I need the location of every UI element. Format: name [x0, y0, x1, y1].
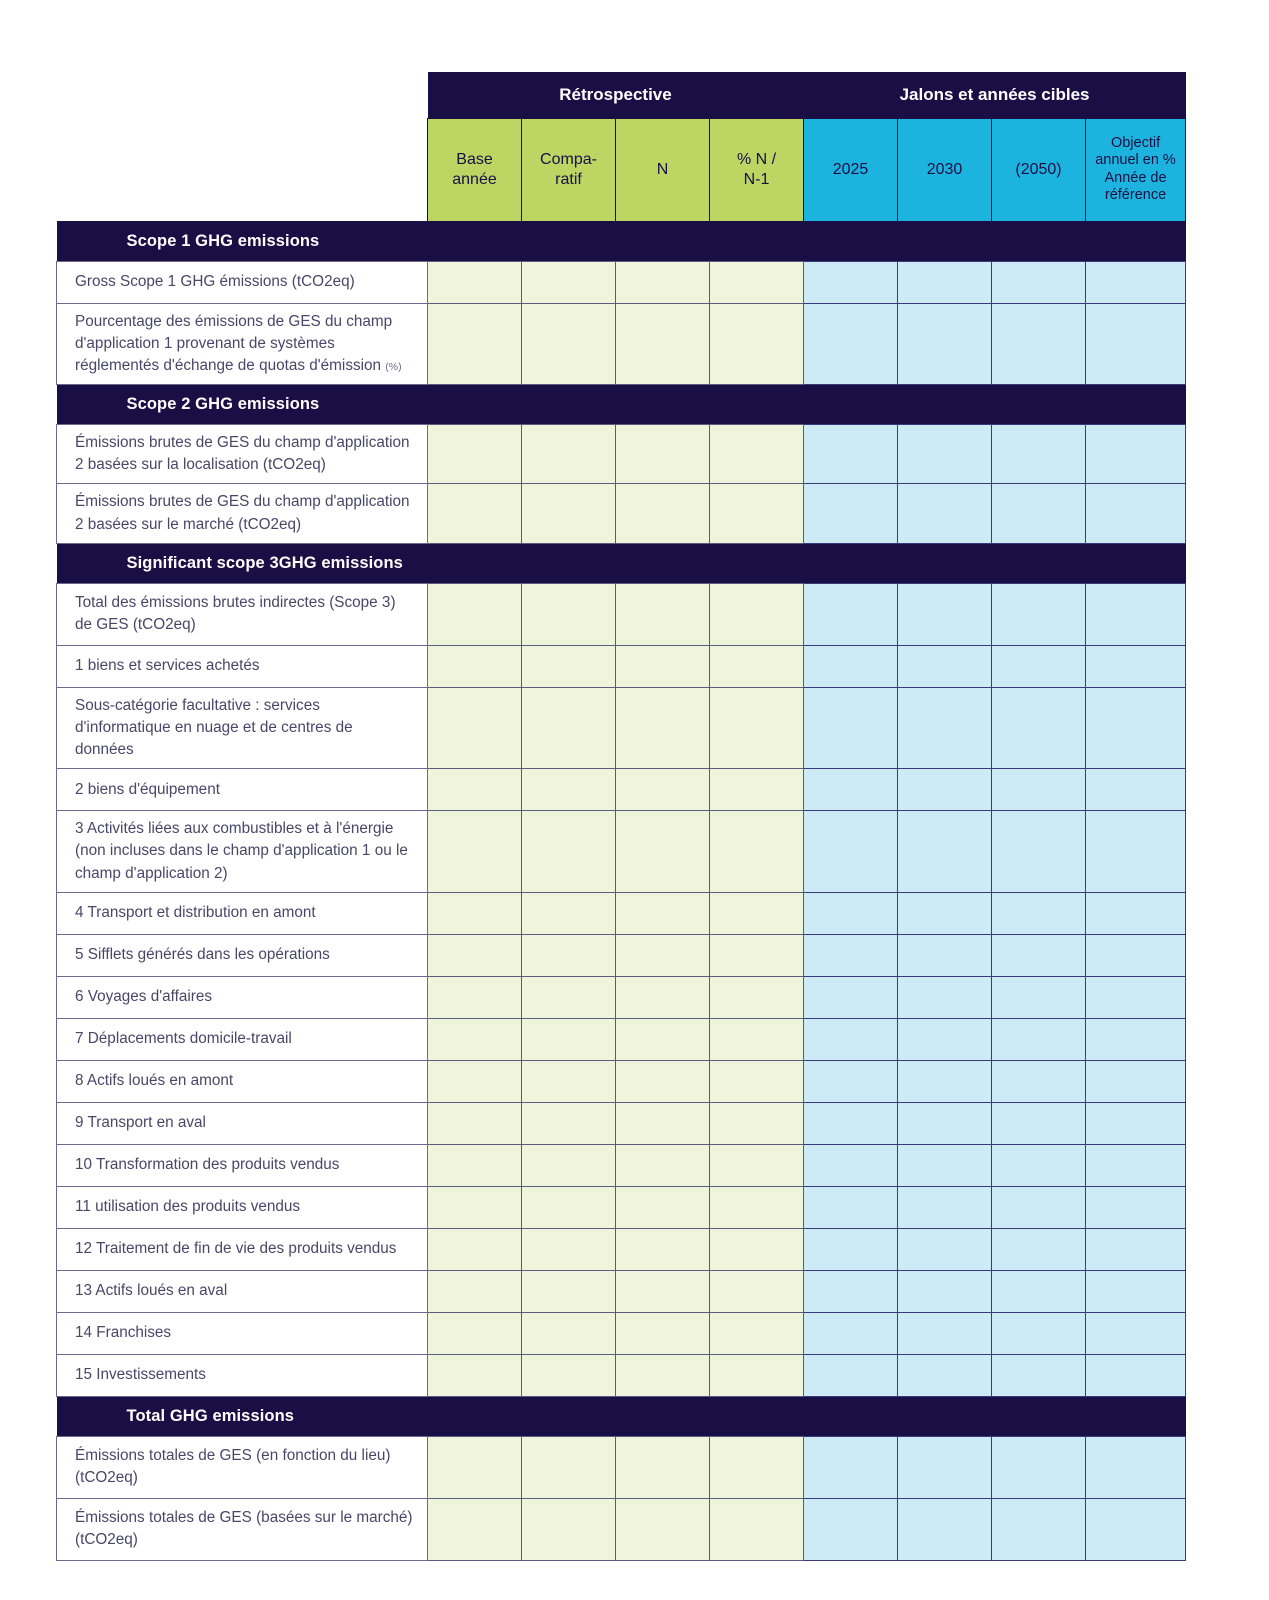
data-cell-pct[interactable] [710, 1498, 804, 1560]
data-cell-y2050[interactable] [992, 769, 1086, 811]
data-cell-n[interactable] [616, 645, 710, 687]
data-cell-comp[interactable] [522, 1186, 616, 1228]
data-cell-y2025[interactable] [804, 1312, 898, 1354]
data-cell-obj[interactable] [1086, 1228, 1186, 1270]
data-cell-pct[interactable] [710, 303, 804, 385]
row-label: Émissions totales de GES (basées sur le marché) (tCO2eq) [57, 1498, 428, 1560]
column-header-y2030[interactable]: 2030 [898, 118, 992, 221]
data-cell-y2050[interactable] [992, 1270, 1086, 1312]
data-cell-pct[interactable] [710, 1102, 804, 1144]
data-cell-obj[interactable] [1086, 1186, 1186, 1228]
data-cell-y2050[interactable] [992, 934, 1086, 976]
data-cell-comp[interactable] [522, 687, 616, 769]
data-cell-y2025[interactable] [804, 484, 898, 543]
data-cell-y2025[interactable] [804, 425, 898, 484]
data-cell-y2050[interactable] [992, 484, 1086, 543]
table-row [57, 645, 1186, 687]
table-row [57, 976, 1186, 1018]
data-cell-y2030[interactable] [898, 1228, 992, 1270]
data-cell-y2025[interactable] [804, 1354, 898, 1396]
table-row [57, 1144, 1186, 1186]
data-cell-pct[interactable] [710, 1144, 804, 1186]
data-cell-pct[interactable] [710, 583, 804, 645]
data-cell-y2030[interactable] [898, 1270, 992, 1312]
data-cell-pct[interactable] [710, 1436, 804, 1498]
data-cell-comp[interactable] [522, 1060, 616, 1102]
data-cell-obj[interactable] [1086, 484, 1186, 543]
data-cell-pct[interactable] [710, 261, 804, 303]
data-cell-n[interactable] [616, 687, 710, 769]
table-row [57, 892, 1186, 934]
row-label: 8 Actifs loués en amont [57, 1060, 428, 1102]
data-cell-y2030[interactable] [898, 1018, 992, 1060]
data-cell-y2050[interactable] [992, 892, 1086, 934]
data-cell-obj[interactable] [1086, 976, 1186, 1018]
data-cell-y2050[interactable] [992, 811, 1086, 893]
row-label: Émissions brutes de GES du champ d'application 2 basées sur le marché (tCO2eq) [57, 484, 428, 543]
data-cell-y2025[interactable] [804, 583, 898, 645]
data-cell-n[interactable] [616, 1436, 710, 1498]
ghg-emissions-table-wrapper [56, 72, 1186, 1561]
ghg-emissions-table [56, 72, 1186, 1561]
data-cell-y2025[interactable] [804, 1228, 898, 1270]
row-label-unit: (%) [385, 360, 402, 373]
data-cell-n[interactable] [616, 976, 710, 1018]
data-cell-y2030[interactable] [898, 583, 992, 645]
table-row [57, 1102, 1186, 1144]
data-cell-pct[interactable] [710, 645, 804, 687]
header-group-targets: Jalons et années cibles [804, 72, 1186, 118]
data-cell-y2025[interactable] [804, 1018, 898, 1060]
data-cell-y2050[interactable] [992, 976, 1086, 1018]
data-cell-y2030[interactable] [898, 1498, 992, 1560]
column-header-y2050[interactable]: (2050) [992, 118, 1086, 221]
data-cell-pct[interactable] [710, 769, 804, 811]
data-cell-obj[interactable] [1086, 425, 1186, 484]
data-cell-y2030[interactable] [898, 934, 992, 976]
data-cell-obj[interactable] [1086, 687, 1186, 769]
data-cell-comp[interactable] [522, 976, 616, 1018]
data-cell-y2050[interactable] [992, 261, 1086, 303]
table-row [57, 934, 1186, 976]
table-row [57, 583, 1186, 645]
data-cell-comp[interactable] [522, 425, 616, 484]
data-cell-n[interactable] [616, 303, 710, 385]
data-cell-y2050[interactable] [992, 303, 1086, 385]
row-label: Gross Scope 1 GHG émissions (tCO2eq) [57, 261, 428, 303]
data-cell-obj[interactable] [1086, 583, 1186, 645]
data-cell-n[interactable] [616, 1270, 710, 1312]
data-cell-n[interactable] [616, 1144, 710, 1186]
table-row [57, 1228, 1186, 1270]
row-label: 7 Déplacements domicile-travail [57, 1018, 428, 1060]
data-cell-y2025[interactable] [804, 1186, 898, 1228]
data-cell-y2030[interactable] [898, 1060, 992, 1102]
table-row [57, 1312, 1186, 1354]
data-cell-n[interactable] [616, 934, 710, 976]
data-cell-y2050[interactable] [992, 425, 1086, 484]
table-row [57, 261, 1186, 303]
data-cell-y2025[interactable] [804, 1144, 898, 1186]
data-cell-n[interactable] [616, 1102, 710, 1144]
data-cell-y2050[interactable] [992, 1312, 1086, 1354]
row-label: Pourcentage des émissions de GES du champ d'application 1 provenant de systèmes réglementés d'échange de quotas d'émission (%) [57, 303, 428, 385]
table-row [57, 1018, 1186, 1060]
data-cell-comp[interactable] [522, 1102, 616, 1144]
row-label: Total des émissions brutes indirectes (Scope 3) de GES (tCO2eq) [57, 583, 428, 645]
table-row [57, 484, 1186, 543]
data-cell-y2030[interactable] [898, 1354, 992, 1396]
data-cell-base[interactable] [428, 1436, 522, 1498]
data-cell-comp[interactable] [522, 892, 616, 934]
data-cell-obj[interactable] [1086, 645, 1186, 687]
data-cell-y2030[interactable] [898, 1436, 992, 1498]
data-cell-y2025[interactable] [804, 934, 898, 976]
data-cell-base[interactable] [428, 687, 522, 769]
data-cell-base[interactable] [428, 892, 522, 934]
data-cell-y2030[interactable] [898, 303, 992, 385]
row-label: 10 Transformation des produits vendus [57, 1144, 428, 1186]
data-cell-obj[interactable] [1086, 1144, 1186, 1186]
data-cell-y2030[interactable] [898, 1102, 992, 1144]
row-label: 2 biens d'équipement [57, 769, 428, 811]
data-cell-y2025[interactable] [804, 645, 898, 687]
table-row [57, 303, 1186, 385]
data-cell-comp[interactable] [522, 1312, 616, 1354]
row-label: 6 Voyages d'affaires [57, 976, 428, 1018]
data-cell-pct[interactable] [710, 1270, 804, 1312]
data-cell-y2025[interactable] [804, 1060, 898, 1102]
data-cell-y2050[interactable] [992, 645, 1086, 687]
row-label: 9 Transport en aval [57, 1102, 428, 1144]
table-row [57, 1436, 1186, 1498]
data-cell-n[interactable] [616, 769, 710, 811]
data-cell-obj[interactable] [1086, 1498, 1186, 1560]
data-cell-n[interactable] [616, 811, 710, 893]
section-title-0: Scope 1 GHG emissions [57, 221, 1186, 261]
data-cell-pct[interactable] [710, 976, 804, 1018]
data-cell-comp[interactable] [522, 645, 616, 687]
header-column-row [57, 118, 1186, 221]
column-header-pct[interactable]: % N / N-1 [710, 118, 804, 221]
data-cell-y2030[interactable] [898, 1186, 992, 1228]
column-header-comp[interactable]: Compa- ratif [522, 118, 616, 221]
data-cell-pct[interactable] [710, 934, 804, 976]
row-label: Émissions totales de GES (en fonction du lieu) (tCO2eq) [57, 1436, 428, 1498]
data-cell-obj[interactable] [1086, 769, 1186, 811]
data-cell-y2030[interactable] [898, 687, 992, 769]
data-cell-n[interactable] [616, 1018, 710, 1060]
table-row [57, 1060, 1186, 1102]
header-column-spacer [57, 118, 428, 221]
data-cell-y2025[interactable] [804, 1102, 898, 1144]
data-cell-comp[interactable] [522, 484, 616, 543]
table-row [57, 1270, 1186, 1312]
row-label: 5 Sifflets générés dans les opérations [57, 934, 428, 976]
data-cell-y2030[interactable] [898, 976, 992, 1018]
table-row [57, 811, 1186, 893]
data-cell-obj[interactable] [1086, 1060, 1186, 1102]
data-cell-base[interactable] [428, 425, 522, 484]
data-cell-base[interactable] [428, 1060, 522, 1102]
data-cell-n[interactable] [616, 484, 710, 543]
data-cell-y2025[interactable] [804, 1498, 898, 1560]
data-cell-pct[interactable] [710, 892, 804, 934]
data-cell-pct[interactable] [710, 425, 804, 484]
data-cell-obj[interactable] [1086, 892, 1186, 934]
data-cell-n[interactable] [616, 892, 710, 934]
data-cell-y2030[interactable] [898, 892, 992, 934]
data-cell-comp[interactable] [522, 1144, 616, 1186]
data-cell-pct[interactable] [710, 811, 804, 893]
data-cell-obj[interactable] [1086, 261, 1186, 303]
data-cell-base[interactable] [428, 1498, 522, 1560]
data-cell-pct[interactable] [710, 1018, 804, 1060]
data-cell-n[interactable] [616, 261, 710, 303]
data-cell-base[interactable] [428, 1270, 522, 1312]
data-cell-base[interactable] [428, 811, 522, 893]
data-cell-obj[interactable] [1086, 1018, 1186, 1060]
data-cell-obj[interactable] [1086, 1102, 1186, 1144]
data-cell-n[interactable] [616, 1312, 710, 1354]
row-label: 11 utilisation des produits vendus [57, 1186, 428, 1228]
data-cell-y2030[interactable] [898, 811, 992, 893]
row-label: 4 Transport et distribution en amont [57, 892, 428, 934]
header-group-row [57, 72, 1186, 118]
data-cell-comp[interactable] [522, 934, 616, 976]
data-cell-comp[interactable] [522, 1018, 616, 1060]
row-label: 3 Activités liées aux combustibles et à l'énergie (non incluses dans le champ d'application 1 ou le champ d'application 2) [57, 811, 428, 893]
data-cell-obj[interactable] [1086, 811, 1186, 893]
data-cell-n[interactable] [616, 1228, 710, 1270]
row-label: Émissions brutes de GES du champ d'application 2 basées sur la localisation (tCO2eq) [57, 425, 428, 484]
data-cell-base[interactable] [428, 1102, 522, 1144]
section-title-1: Scope 2 GHG emissions [57, 385, 1186, 425]
column-header-obj[interactable]: Objectif annuel en % Année de référence [1086, 118, 1186, 221]
data-cell-n[interactable] [616, 1186, 710, 1228]
data-cell-y2030[interactable] [898, 261, 992, 303]
section-header-row [57, 1396, 1186, 1436]
data-cell-n[interactable] [616, 1060, 710, 1102]
data-cell-y2050[interactable] [992, 1498, 1086, 1560]
row-label: 1 biens et services achetés [57, 645, 428, 687]
data-cell-n[interactable] [616, 1498, 710, 1560]
data-cell-y2025[interactable] [804, 303, 898, 385]
data-cell-y2050[interactable] [992, 1018, 1086, 1060]
row-label: 13 Actifs loués en aval [57, 1270, 428, 1312]
data-cell-pct[interactable] [710, 1312, 804, 1354]
data-cell-n[interactable] [616, 583, 710, 645]
data-cell-base[interactable] [428, 645, 522, 687]
column-header-base[interactable]: Base année [428, 118, 522, 221]
data-cell-y2030[interactable] [898, 425, 992, 484]
data-cell-obj[interactable] [1086, 303, 1186, 385]
table-row [57, 687, 1186, 769]
data-cell-obj[interactable] [1086, 934, 1186, 976]
data-cell-y2050[interactable] [992, 687, 1086, 769]
data-cell-y2050[interactable] [992, 1144, 1086, 1186]
data-cell-obj[interactable] [1086, 1270, 1186, 1312]
data-cell-y2025[interactable] [804, 892, 898, 934]
data-cell-comp[interactable] [522, 769, 616, 811]
row-label: 15 Investissements [57, 1354, 428, 1396]
data-cell-obj[interactable] [1086, 1312, 1186, 1354]
table-row [57, 425, 1186, 484]
data-cell-y2025[interactable] [804, 1436, 898, 1498]
data-cell-comp[interactable] [522, 1498, 616, 1560]
data-cell-y2030[interactable] [898, 484, 992, 543]
data-cell-base[interactable] [428, 583, 522, 645]
data-cell-y2050[interactable] [992, 1102, 1086, 1144]
table-row [57, 1354, 1186, 1396]
data-cell-obj[interactable] [1086, 1436, 1186, 1498]
data-cell-y2025[interactable] [804, 1270, 898, 1312]
data-cell-base[interactable] [428, 934, 522, 976]
data-cell-y2050[interactable] [992, 583, 1086, 645]
header-group-spacer [57, 72, 428, 118]
data-cell-base[interactable] [428, 484, 522, 543]
section-header-row [57, 543, 1186, 583]
table-row [57, 1186, 1186, 1228]
data-cell-y2025[interactable] [804, 261, 898, 303]
data-cell-base[interactable] [428, 261, 522, 303]
table-row [57, 1498, 1186, 1560]
column-header-y2025[interactable]: 2025 [804, 118, 898, 221]
data-cell-n[interactable] [616, 1354, 710, 1396]
data-cell-comp[interactable] [522, 1354, 616, 1396]
data-cell-base[interactable] [428, 769, 522, 811]
data-cell-pct[interactable] [710, 1186, 804, 1228]
data-cell-y2050[interactable] [992, 1354, 1086, 1396]
data-cell-comp[interactable] [522, 1270, 616, 1312]
section-header-row [57, 385, 1186, 425]
data-cell-comp[interactable] [522, 811, 616, 893]
data-cell-y2030[interactable] [898, 1144, 992, 1186]
data-cell-y2050[interactable] [992, 1060, 1086, 1102]
data-cell-y2025[interactable] [804, 811, 898, 893]
section-header-row [57, 221, 1186, 261]
data-cell-pct[interactable] [710, 687, 804, 769]
data-cell-comp[interactable] [522, 1228, 616, 1270]
data-cell-pct[interactable] [710, 1060, 804, 1102]
data-cell-base[interactable] [428, 1312, 522, 1354]
data-cell-base[interactable] [428, 1144, 522, 1186]
data-cell-y2030[interactable] [898, 645, 992, 687]
data-cell-base[interactable] [428, 1354, 522, 1396]
data-cell-base[interactable] [428, 303, 522, 385]
data-cell-y2030[interactable] [898, 1312, 992, 1354]
data-cell-pct[interactable] [710, 1228, 804, 1270]
data-cell-y2050[interactable] [992, 1436, 1086, 1498]
table-row [57, 769, 1186, 811]
data-cell-y2025[interactable] [804, 687, 898, 769]
data-cell-comp[interactable] [522, 303, 616, 385]
data-cell-pct[interactable] [710, 1354, 804, 1396]
section-title-2: Significant scope 3GHG emissions [57, 543, 1186, 583]
section-title-3: Total GHG emissions [57, 1396, 1186, 1436]
row-label: 12 Traitement de fin de vie des produits vendus [57, 1228, 428, 1270]
data-cell-base[interactable] [428, 1018, 522, 1060]
data-cell-n[interactable] [616, 425, 710, 484]
data-cell-base[interactable] [428, 1228, 522, 1270]
data-cell-y2025[interactable] [804, 976, 898, 1018]
data-cell-obj[interactable] [1086, 1354, 1186, 1396]
data-cell-base[interactable] [428, 1186, 522, 1228]
data-cell-y2050[interactable] [992, 1228, 1086, 1270]
data-cell-y2030[interactable] [898, 769, 992, 811]
data-cell-y2025[interactable] [804, 769, 898, 811]
data-cell-pct[interactable] [710, 484, 804, 543]
row-label: 14 Franchises [57, 1312, 428, 1354]
data-cell-base[interactable] [428, 976, 522, 1018]
data-cell-y2050[interactable] [992, 1186, 1086, 1228]
data-cell-comp[interactable] [522, 261, 616, 303]
header-group-retrospective: Rétrospective [428, 72, 804, 118]
row-label: Sous-catégorie facultative : services d'informatique en nuage et de centres de données [57, 687, 428, 769]
column-header-n[interactable]: N [616, 118, 710, 221]
data-cell-comp[interactable] [522, 583, 616, 645]
data-cell-comp[interactable] [522, 1436, 616, 1498]
